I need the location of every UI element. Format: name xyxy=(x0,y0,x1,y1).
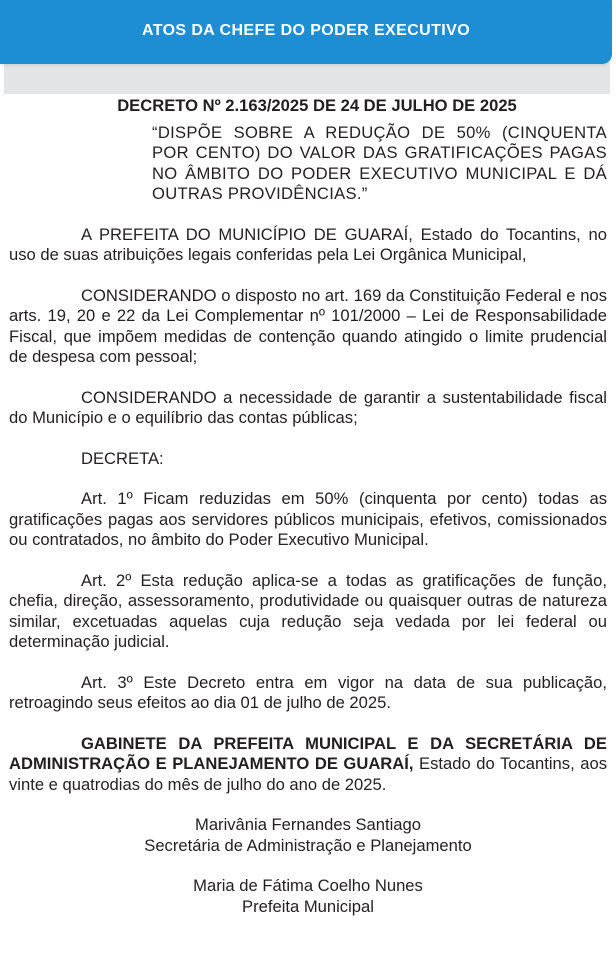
signature-role: Secretária de Administração e Planejamento xyxy=(144,835,472,855)
decree-ementa: “DISPÕE SOBRE A REDUÇÃO DE 50% (CINQUENTA POR CENTO) DO VALOR DAS GRATIFICAÇÕES PAGAS NO ÂMBITO DO PODER EXECUTIVO MUNICIPAL E DÁ OUTRAS PROVIDÊNCIAS.” xyxy=(152,122,607,203)
signature-name: Marivânia Fernandes Santiago xyxy=(195,815,421,834)
signature-role: Prefeita Municipal xyxy=(242,896,374,916)
section-banner xyxy=(0,0,612,64)
preamble: A PREFEITA DO MUNICÍPIO DE GUARAÍ, Estado do Tocantins, no uso de suas atribuições legais conferidas pela Lei Orgânica Municipal, xyxy=(9,224,607,264)
banner-title: ATOS DA CHEFE DO PODER EXECUTIVO xyxy=(141,22,471,39)
signature-block xyxy=(9,815,607,856)
decree-title: DECRETO Nº 2.163/2025 DE 24 DE JULHO DE 2025 xyxy=(117,96,517,115)
decree-document xyxy=(9,96,607,937)
considerando-1: CONSIDERANDO o disposto no art. 169 da Constituição Federal e nos arts. 19, 20 e 22 da Lei Complementar nº 101/2000 – Lei de Responsabilidade Fiscal, que impõem medidas de contenção quando atingido o limite prudencial de despesa com pessoal; xyxy=(9,285,607,366)
signature-block xyxy=(9,876,607,917)
article-2: Art. 2º Esta redução aplica-se a todas as gratificações de função, chefia, direção, assessoramento, produtividade ou quaisquer outras de natureza similar, excetuadas aquelas cuja redução seja vedada por lei federal ou determinação judicial. xyxy=(9,570,607,651)
considerando-2: CONSIDERANDO a necessidade de garantir a sustentabilidade fiscal do Município e o equilíbrio das contas públicas; xyxy=(9,387,607,427)
article-3: Art. 3º Este Decreto entra em vigor na data de sua publicação, retroagindo seus efeitos ao dia 01 de julho de 2025. xyxy=(9,672,607,712)
closing-rest: Estado do Tocantins, aos vinte e quatrodias do mês de julho do ano de 2025. xyxy=(9,754,607,794)
article-1: Art. 1º Ficam reduzidas em 50% (cinquenta por cento) todas as gratificações pagas aos servidores públicos municipais, efetivos, comissionados ou contratados, no âmbito do Poder Executivo Municipal. xyxy=(9,489,607,549)
decreta-heading: DECRETA: xyxy=(81,448,164,468)
closing-bold: GABINETE DA PREFEITA MUNICIPAL E DA SECRETÁRIA DE ADMINISTRAÇÃO E PLANEJAMENTO DE GUARAÍ, xyxy=(9,733,607,773)
closing-paragraph xyxy=(9,734,607,796)
signature-name: Maria de Fátima Coelho Nunes xyxy=(193,876,423,895)
banner-shadow xyxy=(4,60,610,94)
